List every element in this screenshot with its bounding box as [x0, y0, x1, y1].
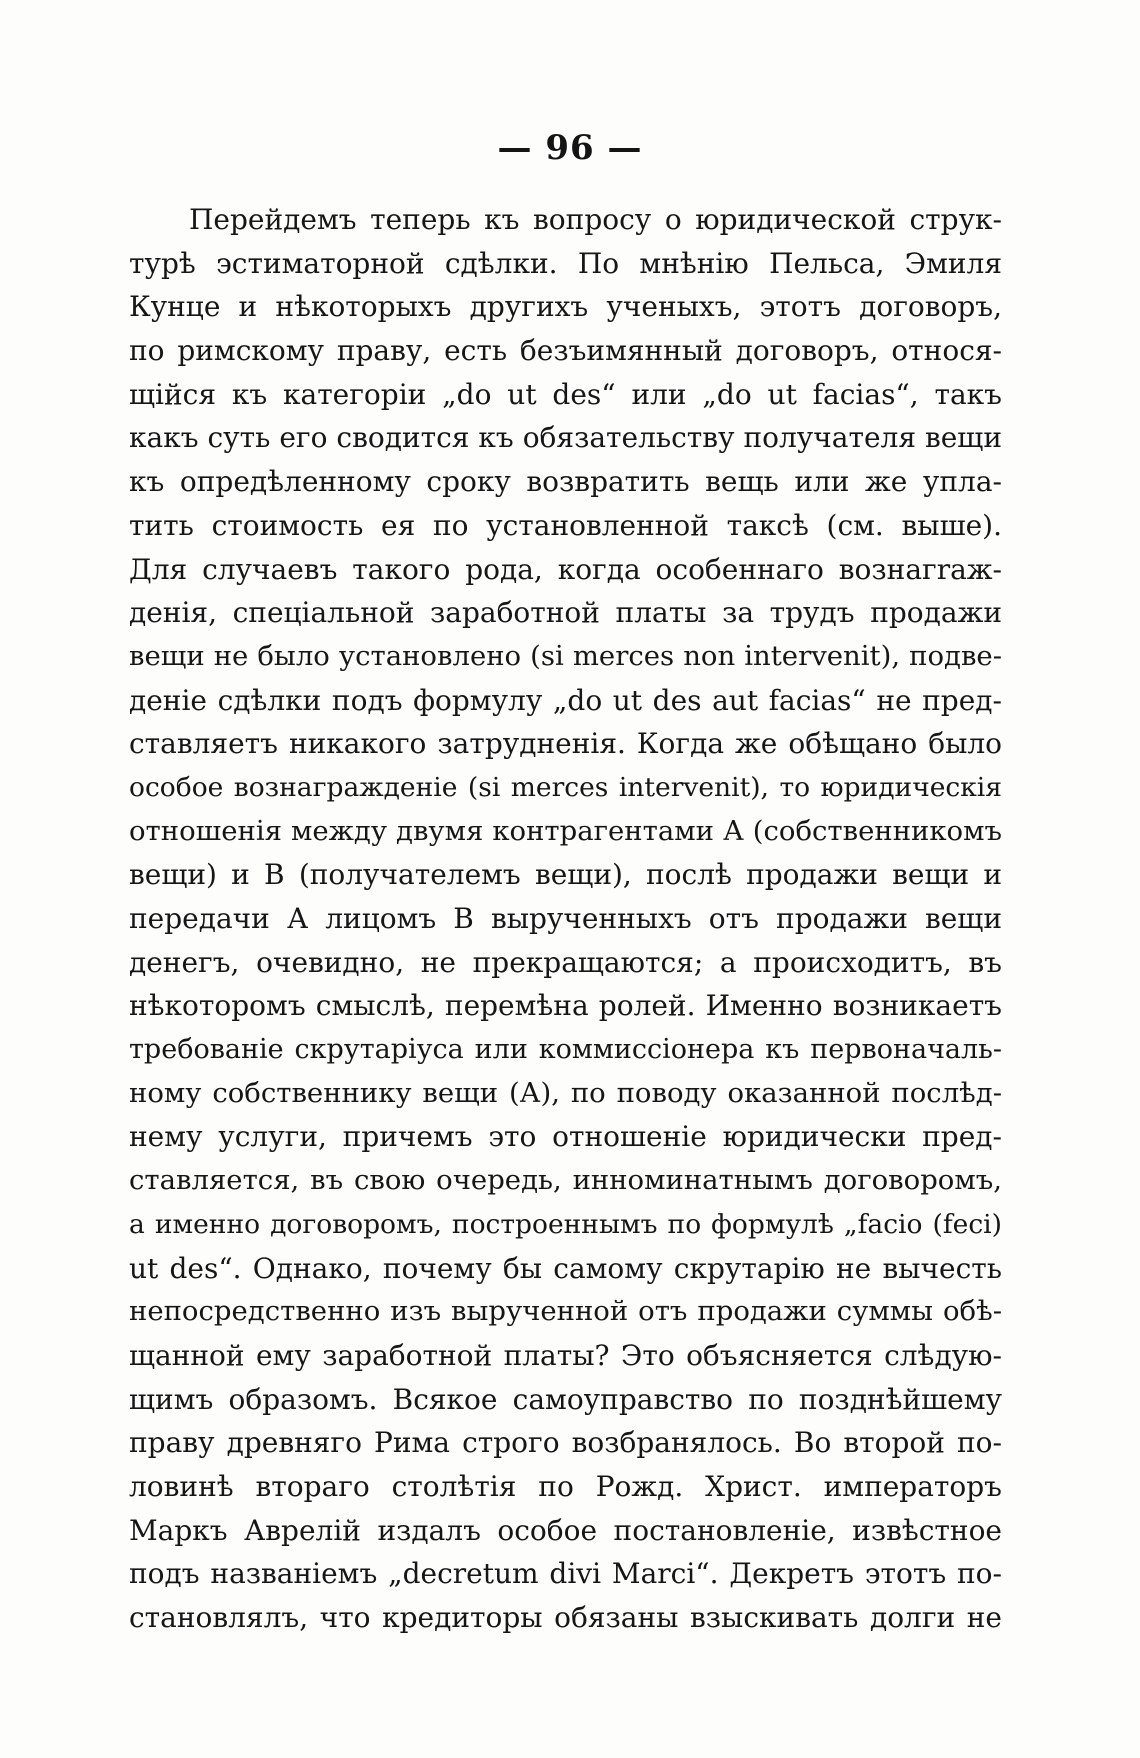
text-line: нѣкоторомъ смыслѣ, перемѣна ролей. Именно возникаетъ [129, 989, 1002, 1023]
text-line: денія, спеціальной заработной платы за трудъ продажи [129, 596, 1002, 630]
text-line: къ опредѣленному сроку возвратить вещь или же упла- [129, 465, 1002, 499]
text-line: щанной ему заработной платы? Это объясняется слѣдую- [129, 1338, 1002, 1372]
text-line: ut des“. Однако, почему бы самому скрутарію не вычесть [129, 1251, 1002, 1285]
text-line: непосредственно изъ вырученной отъ продажи суммы обѣ- [129, 1295, 1002, 1328]
text-line: праву древняго Рима строго возбранялось. Во второй по- [129, 1426, 1002, 1460]
text-line: передачи А лицомъ В вырученныхъ отъ продажи вещи [129, 902, 1002, 935]
text-line: отношенія между двумя контрагентами А (собственникомъ [129, 814, 1002, 847]
text-line: Для случаевъ такого рода, когда особеннаго вознагraж- [129, 552, 1002, 586]
text-line: Маркъ Аврелій издалъ особое постановленіе, извѣстное [129, 1513, 1002, 1547]
text-line: щимъ образомъ. Всякое самоуправство по позднѣйшему [129, 1382, 1002, 1416]
text-line: Перейдемъ теперь къ вопросу о юридической струк- [189, 203, 1002, 236]
text-line: тить стоимость ея по установленной таксѣ (см. выше). [129, 508, 1002, 542]
text-line: ставляетъ никакого затрудненія. Когда же обѣщано было [129, 727, 1002, 761]
text-line: турѣ эстиматорной сдѣлки. По мнѣнію Пельса, Эмиля [129, 246, 1002, 280]
text-line: щійся къ категоріи „do ut des“ или „do ut facias“, такъ [129, 377, 1002, 411]
text-line: вещи) и В (получателемъ вещи), послѣ продажи вещи и [129, 858, 1002, 892]
text-line: требованіе скрутаріуса или коммиссіонера къ первоначаль- [129, 1034, 1002, 1066]
text-line: вещи не было установлено (si merces non intervenit), подве- [129, 639, 1002, 672]
text-line: деніе сдѣлки подъ формулу „do ut des aut facias“ не пред- [129, 683, 1002, 717]
text-line: нему услуги, причемъ это отношеніе юридически пред- [129, 1120, 1002, 1154]
page-number: — 96 — [497, 128, 643, 168]
text-line: особое вознагражденіе (si merces intervenit), то юридическія [129, 771, 1002, 803]
text-line: становлялъ, что кредиторы обязаны взыскивать долги не [129, 1601, 1002, 1634]
text-line: Кунце и нѣкоторыхъ другихъ ученыхъ, этотъ договоръ, [129, 290, 1002, 324]
text-line: ловинѣ втораго столѣтія по Рожд. Христ. императоръ [129, 1469, 1002, 1503]
text-line: по римскому праву, есть безъимянный договоръ, относя- [129, 334, 1002, 368]
text-line: ставляется, въ свою очередь, инноминатнымъ договоромъ, [129, 1164, 1002, 1197]
text-line: подъ названіемъ „decretum divi Marci“. Декретъ этотъ по- [129, 1557, 1002, 1591]
text-line: а именно договоромъ, построеннымъ по формулѣ „facio (feci) [129, 1208, 1002, 1240]
text-line: какъ суть его сводится къ обязательству получателя вещи [129, 421, 1002, 455]
body-text [129, 198, 1002, 1640]
text-line: ному собственнику вещи (А), по поводу оказанной послѣд- [129, 1076, 1002, 1109]
text-line: денегъ, очевидно, не прекращаются; а происходитъ, въ [129, 945, 1002, 979]
